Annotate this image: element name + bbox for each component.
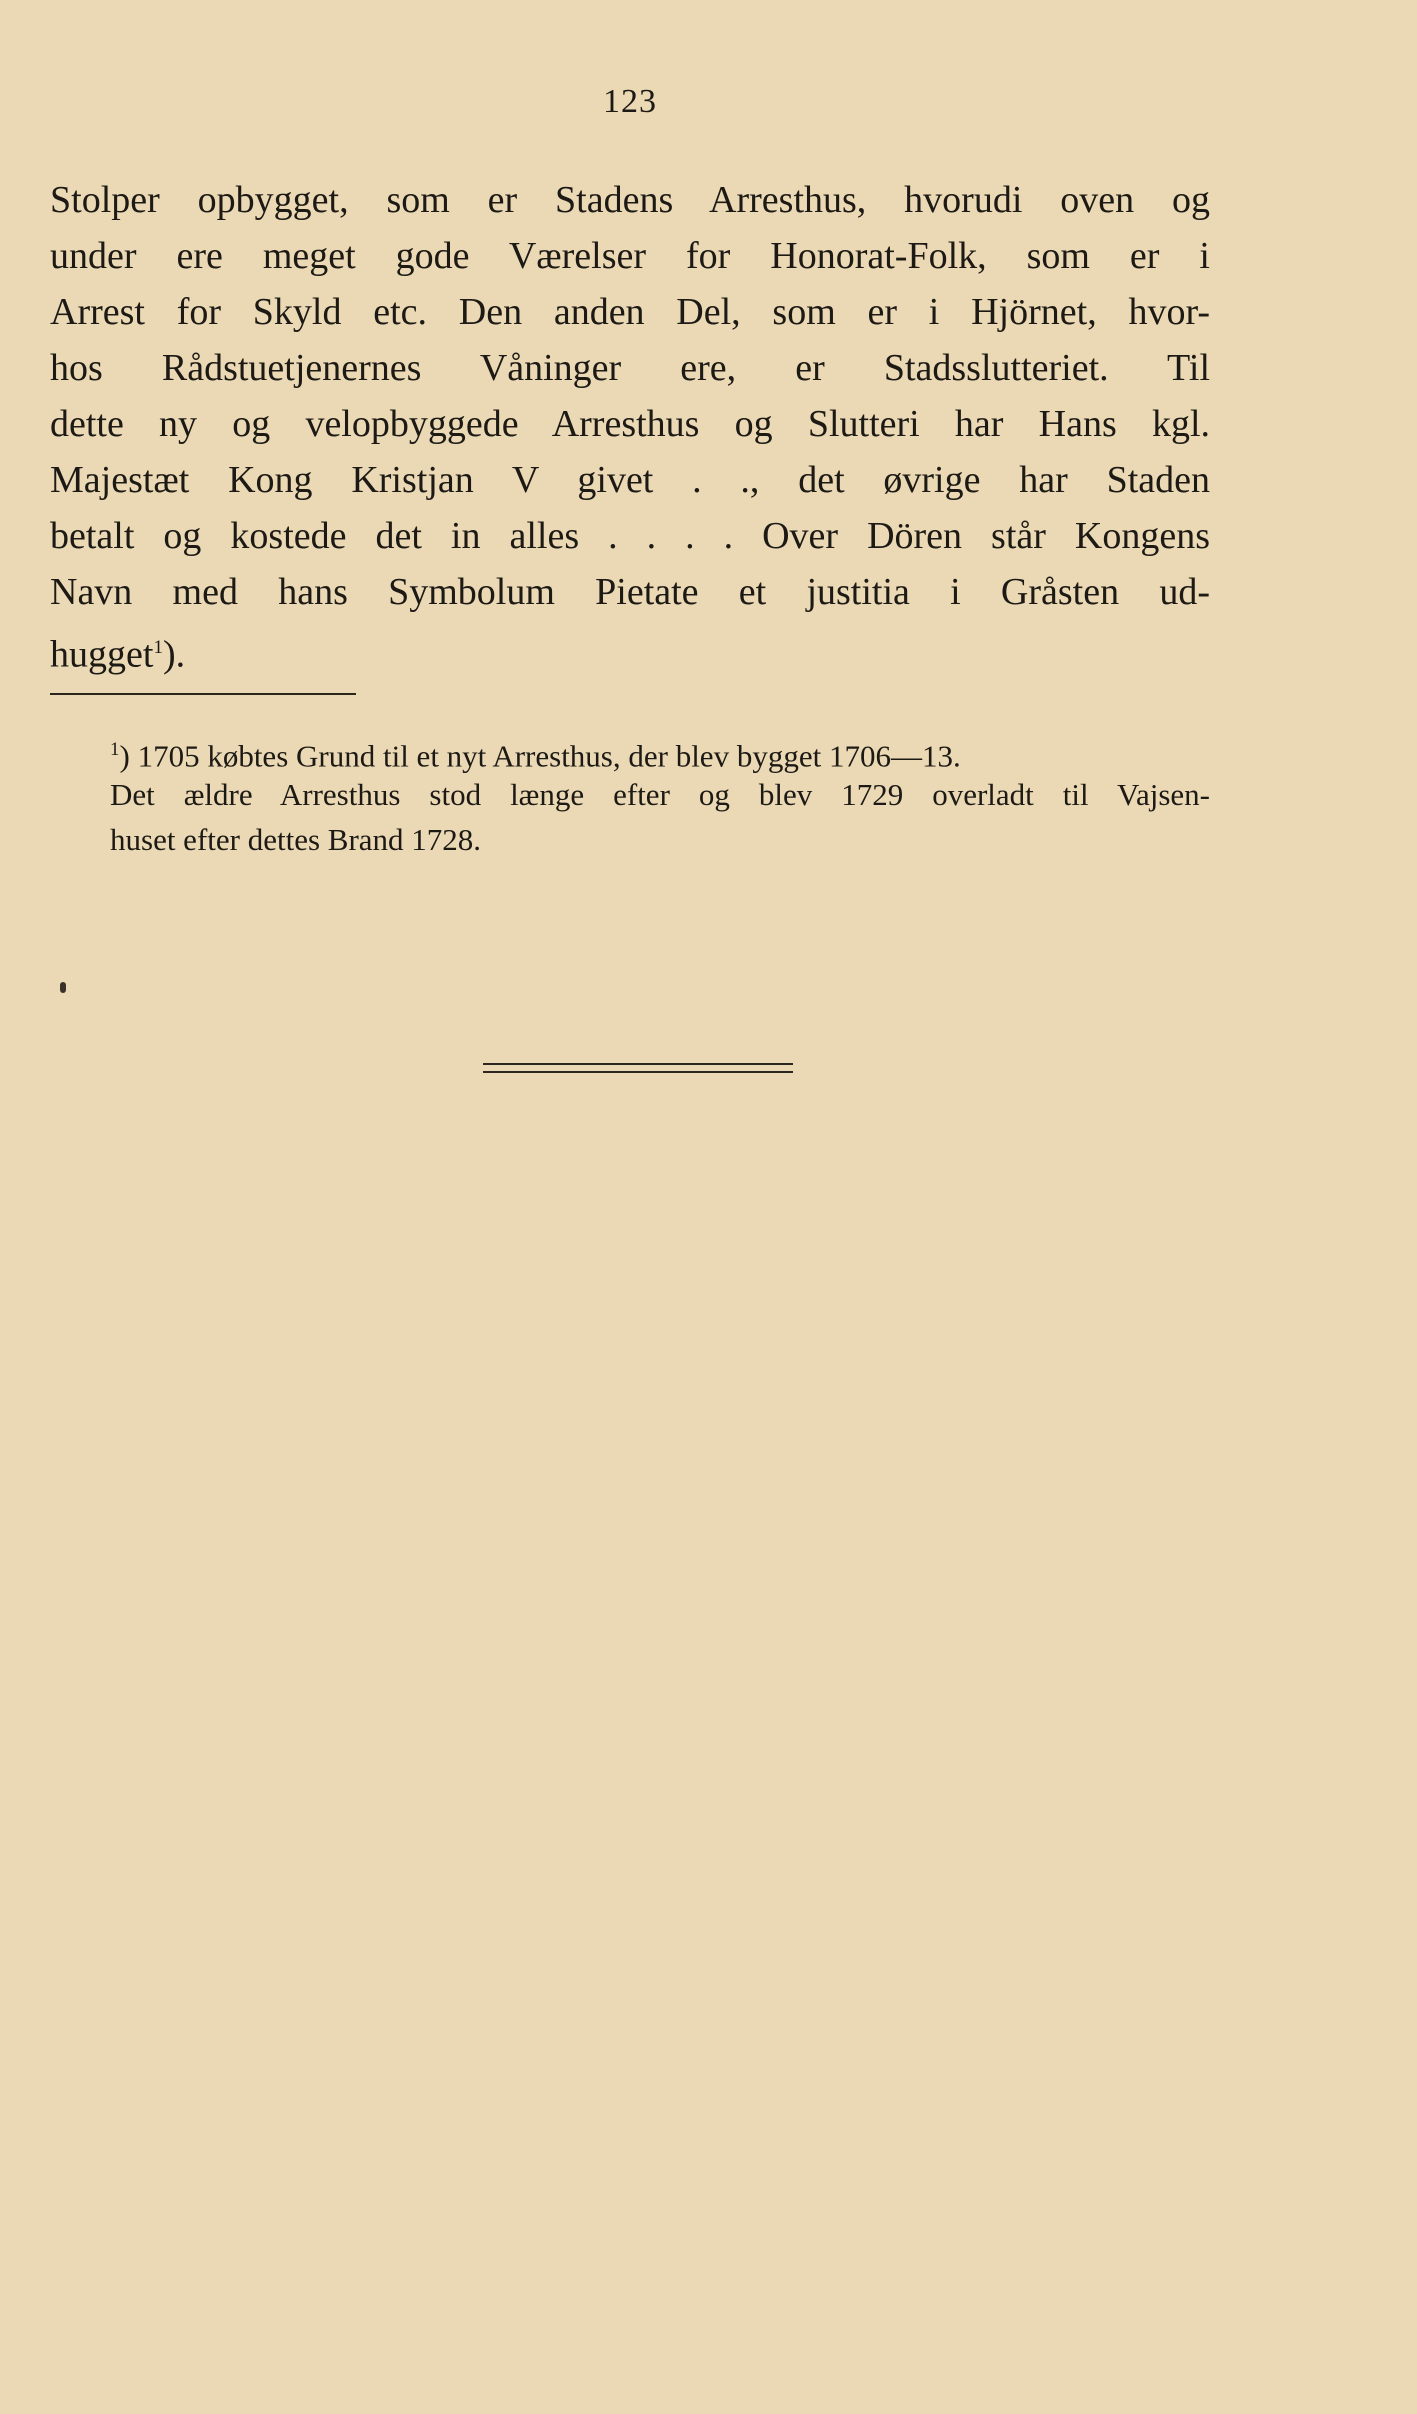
footnote-line: Det ældre Arresthus stod længe efter og blev 1729 overladt til Vajsen-	[110, 777, 1210, 812]
body-last-word: hugget	[50, 633, 154, 676]
body-line: Navn med hans Symbolum Pietate et justitia i Gråsten ud-	[50, 571, 1210, 613]
body-line: dette ny og velopbyggede Arresthus og Slutteri har Hans kgl.	[50, 403, 1210, 445]
body-line: Arrest for Skyld etc. Den anden Del, som er i Hjörnet, hvor-	[50, 291, 1210, 333]
footnote-reference-mark: 1	[153, 637, 163, 658]
section-end-double-rule	[483, 1063, 793, 1073]
body-last-punctuation: ).	[162, 633, 186, 676]
footnote-mark: 1	[110, 739, 120, 760]
body-paragraph	[50, 172, 1210, 676]
body-line: Majestæt Kong Kristjan V givet . ., det øvrige har Staden	[50, 459, 1210, 501]
footnote	[50, 727, 1210, 862]
footnote-line	[50, 727, 1210, 772]
footnote-separator-rule	[50, 693, 356, 695]
body-line: betalt og kostede det in alles . . . . Over Dören står Kongens	[50, 515, 1210, 557]
footnote-line: huset efter dettes Brand 1728.	[110, 822, 482, 857]
body-line: under ere meget gode Værelser for Honorat-Folk, som er i	[50, 235, 1210, 277]
body-line-last	[50, 620, 1210, 676]
body-line: Stolper opbygget, som er Stadens Arresthus, hvorudi oven og	[50, 179, 1210, 221]
ink-speck	[60, 982, 66, 993]
page-number: 123	[603, 83, 657, 120]
footnote-text: ) 1705 købtes Grund til et nyt Arresthus, der blev bygget 1706—13.	[119, 738, 961, 774]
body-line: hos Rådstuetjenernes Våninger ere, er Stadsslutteriet. Til	[50, 347, 1210, 389]
